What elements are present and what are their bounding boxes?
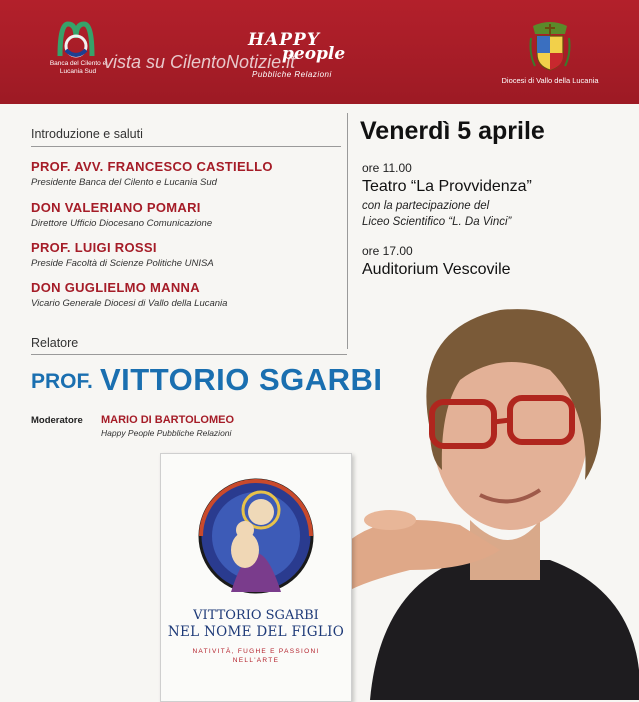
speaker-role: Vicario Generale Diocesi di Vallo della Lucania — [31, 298, 228, 309]
stained-glass-madonna-icon — [161, 454, 351, 604]
venue-morning: Teatro “La Provvidenza” — [362, 178, 532, 195]
moderator-name: MARIO DI BARTOLOMEO — [101, 414, 235, 426]
relatore-prefix: PROF. — [31, 370, 93, 393]
happy-logo-line3: Pubbliche Relazioni — [252, 70, 332, 79]
speaker-name: DON VALERIANO POMARI — [31, 200, 201, 215]
coat-of-arms-icon — [527, 20, 573, 74]
speaker-name: PROF. AVV. FRANCESCO CASTIELLO — [31, 159, 273, 174]
relatore-heading: Relatore — [31, 336, 79, 350]
venue-note-line1: con la partecipazione del — [362, 200, 490, 212]
time-afternoon: ore 17.00 — [362, 244, 413, 258]
speaker-role: Preside Facoltà di Scienze Politiche UNISA — [31, 258, 214, 269]
book-author: VITTORIO SGARBI — [193, 608, 319, 623]
happy-people-logo — [248, 30, 346, 79]
venue-note-line2: Liceo Scientifico “L. Da Vinci” — [362, 216, 512, 228]
bcc-logo — [46, 16, 106, 96]
diocesi-caption: Diocesi di Vallo della Lucania — [501, 76, 599, 85]
book-cover — [160, 453, 352, 702]
relatore-divider — [31, 354, 347, 355]
speaker-portrait — [350, 290, 639, 700]
book-title: NEL NOME DEL FIGLIO — [167, 624, 345, 640]
speaker-name: PROF. LUIGI ROSSI — [31, 240, 157, 255]
diocesi-logo — [501, 20, 599, 85]
intro-divider — [31, 146, 341, 147]
happy-logo-line2: people — [282, 44, 346, 64]
speaker-name: DON GUGLIELMO MANNA — [31, 280, 200, 295]
event-date: Venerdì 5 aprile — [360, 117, 545, 145]
speaker-role: Direttore Ufficio Diocesano Comunicazione — [31, 218, 213, 229]
watermark-text: vista su CilentoNotizie.it — [104, 52, 296, 72]
speaker-role: Presidente Banca del Cilento e Lucania Sud — [31, 177, 217, 188]
time-morning: ore 11.00 — [362, 161, 412, 175]
happy-logo-line1: HAPPY — [248, 30, 320, 50]
relatore-name: VITTORIO SGARBI — [100, 362, 383, 397]
bcc-logo-icon — [46, 16, 106, 62]
moderator-label: Moderatore — [31, 415, 83, 426]
bcc-logo-caption: Banca del Cilento e Lucania Sud — [49, 60, 107, 75]
column-divider — [347, 113, 348, 349]
book-subtitle: NATIVITÀ, FUGHE E PASSIONI NELL'ARTE — [192, 648, 320, 664]
venue-afternoon: Auditorium Vescovile — [362, 261, 511, 278]
intro-heading: Introduzione e saluti — [31, 127, 143, 141]
moderator-role: Happy People Pubbliche Relazioni — [101, 428, 232, 438]
header-banner — [0, 0, 639, 104]
